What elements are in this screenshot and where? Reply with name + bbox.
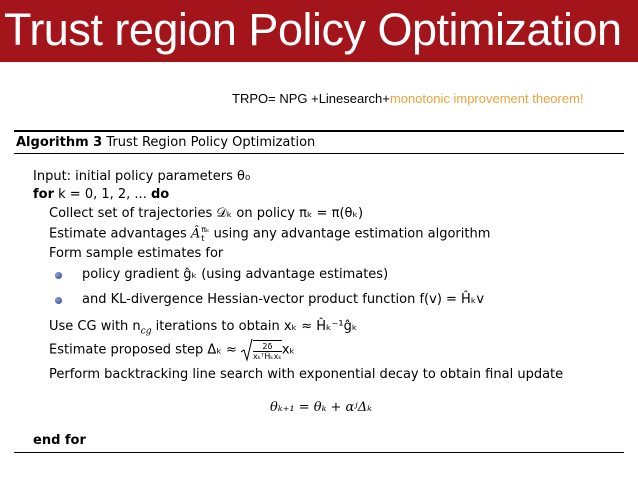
bullet-icon bbox=[55, 297, 62, 304]
for-line bbox=[33, 186, 169, 203]
collect-line: Collect set of trajectories 𝒟ₖ on policy πₖ = π(θₖ) bbox=[49, 206, 364, 221]
estimate-adv-pre: Estimate advantages bbox=[49, 226, 191, 242]
form-estimates-line: Form sample estimates for bbox=[49, 246, 224, 261]
title-bar bbox=[0, 0, 638, 62]
end-for-keyword: end for bbox=[33, 433, 86, 448]
algorithm-top-rule bbox=[14, 130, 624, 132]
sqrt-icon bbox=[241, 338, 253, 362]
perform-line: Perform backtracking line search with exponential decay to obtain final update bbox=[49, 367, 564, 382]
subtitle-prefix: TRPO= NPG +Linesearch+ bbox=[232, 91, 390, 106]
estimate-advantages-line bbox=[49, 225, 490, 243]
advantage-sup: πₖ bbox=[201, 225, 210, 234]
step-tail: xₖ bbox=[281, 342, 296, 358]
use-cg-sub: cg bbox=[140, 326, 152, 337]
use-cg-rest: iterations to obtain xₖ ≈ Ĥₖ⁻¹ĝₖ bbox=[151, 319, 358, 334]
update-equation: θₖ₊₁ = θₖ + αʲΔₖ bbox=[270, 400, 372, 415]
step-denominator: xₖᵀĤₖxₖ bbox=[253, 351, 282, 361]
input-line: Input: initial policy parameters θ₀ bbox=[33, 169, 251, 184]
subtitle bbox=[232, 91, 584, 107]
advantage-sub: t bbox=[201, 234, 205, 243]
algorithm-bottom-rule bbox=[14, 452, 624, 453]
slide-title: Trust region Policy Optimization bbox=[4, 4, 622, 55]
estimate-step-line bbox=[49, 338, 295, 364]
estimate-step-pre: Estimate proposed step Δₖ ≈ bbox=[49, 342, 242, 358]
algorithm-header bbox=[16, 134, 315, 151]
estimate-adv-post: using any advantage estimation algorithm bbox=[209, 226, 491, 242]
for-range: k = 0, 1, 2, ... bbox=[54, 187, 151, 202]
policy-gradient-item: policy gradient ĝₖ (using advantage estimates) bbox=[82, 267, 389, 282]
algorithm-name: Trust Region Policy Optimization bbox=[106, 135, 316, 150]
sqrt-expression bbox=[241, 338, 282, 362]
sqrt-fraction bbox=[253, 340, 282, 361]
step-numerator: 2δ bbox=[253, 342, 282, 352]
algorithm-label: Algorithm 3 bbox=[16, 135, 103, 150]
advantage-symbol: Â bbox=[190, 226, 201, 242]
use-cg-pre: Use CG with n bbox=[49, 319, 141, 334]
kl-hessian-item: and KL-divergence Hessian-vector product function f(v) = Ĥₖv bbox=[82, 292, 485, 307]
for-keyword: for bbox=[33, 187, 54, 202]
do-keyword: do bbox=[150, 187, 170, 202]
algorithm-header-rule bbox=[14, 153, 624, 154]
subtitle-highlight: monotonic improvement theorem! bbox=[389, 91, 584, 106]
end-for-line bbox=[33, 432, 86, 449]
bullet-icon bbox=[55, 272, 62, 279]
